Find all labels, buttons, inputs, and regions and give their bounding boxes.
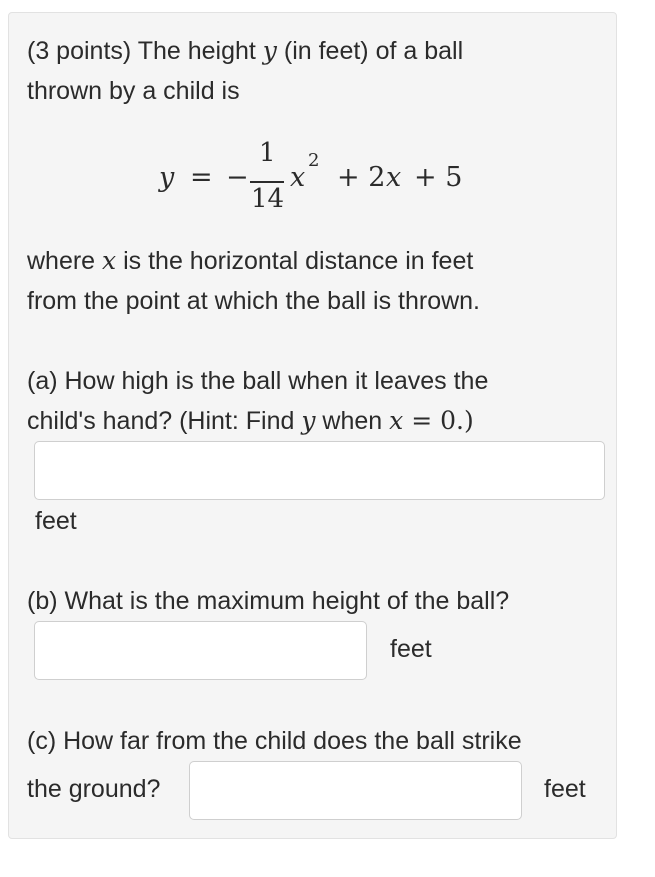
intro-text-suffix: (in feet) of a ball (276, 37, 464, 65)
fraction-bar (250, 181, 284, 183)
part-a-equals-zero: = 0.) (403, 406, 474, 435)
equation-plus-2: + 2 (337, 162, 386, 193)
part-a-hint-text: child's hand? (Hint: Find (27, 407, 302, 435)
equation-minus: − (226, 162, 249, 193)
equation-x-linear: x (386, 162, 402, 193)
where-text: where (27, 247, 103, 275)
part-a-when-text: when (315, 407, 390, 435)
variable-x: x (102, 246, 117, 275)
part-b-answer-input[interactable] (34, 621, 367, 680)
part-c-unit: feet (544, 775, 586, 803)
intro-line-1 (27, 36, 463, 66)
equation-lhs: y (159, 162, 175, 193)
part-a-answer-input[interactable] (34, 441, 605, 500)
part-b-unit: feet (390, 635, 432, 663)
equation-equals: = (190, 162, 213, 193)
variable-y: y (262, 36, 277, 65)
variable-x: x (389, 406, 404, 435)
equation-x: x (290, 162, 306, 193)
fraction-numerator: 1 (259, 138, 276, 168)
part-c-question-line-1: (c) How far from the child does the ball strike (27, 727, 522, 755)
intro-text: (3 points) The height (27, 37, 263, 65)
where-line-1 (27, 246, 473, 276)
part-a-question-line-1: (a) How high is the ball when it leaves the (27, 367, 489, 395)
part-a-unit: feet (35, 507, 77, 535)
part-c-question-line-2: the ground? (27, 775, 161, 803)
part-a-question-line-2 (27, 406, 474, 436)
variable-y: y (301, 406, 316, 435)
part-b-question: (b) What is the maximum height of the ball? (27, 587, 510, 615)
where-line-2: from the point at which the ball is thrown. (27, 287, 481, 315)
intro-line-2: thrown by a child is (27, 77, 240, 105)
equation-plus-5: + 5 (414, 162, 463, 193)
equation-exponent: 2 (308, 150, 320, 171)
fraction-denominator: 14 (251, 184, 285, 214)
part-c-answer-input[interactable] (189, 761, 522, 820)
where-text-suffix: is the horizontal distance in feet (116, 247, 474, 275)
